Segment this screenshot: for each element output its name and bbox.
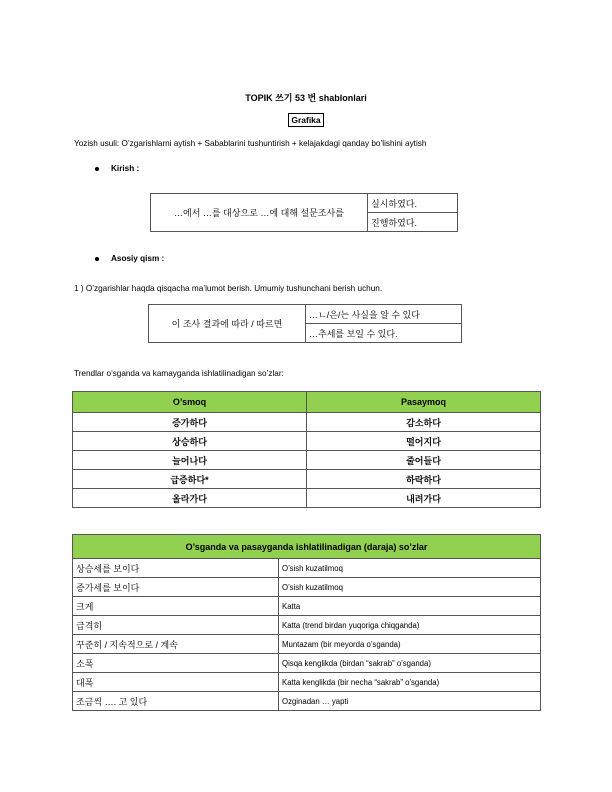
intro-table [150,193,458,232]
trend-cell: 증가하다 [73,413,307,432]
degree-korean: 대폭 [73,673,279,692]
degree-korean: 소폭 [73,654,279,673]
table-row [73,432,541,451]
trend-cell: 올라가다 [73,489,307,508]
degree-korean: 급격히 [73,616,279,635]
intro-template-option: 실시하였다. [368,194,458,213]
degree-uzbek: O’sish kuzatilmoq [279,559,541,578]
table-row [73,413,541,432]
trend-header-rise: O’smoq [73,392,307,413]
method-line: Yozish usuli: O’zgarishlarni aytish + Sabablarini tushuntirish + kelajakdagi qanday bo’lishini aytish [74,139,427,148]
degree-table [72,534,541,711]
table-row [73,578,541,597]
degree-korean: 꾸준히 / 지속적으로 / 계속 [73,635,279,654]
trend-header-fall: Pasaymoq [307,392,541,413]
trend-cell: 줄어들다 [307,451,541,470]
degree-korean: 크게 [73,597,279,616]
table-row [73,635,541,654]
table-row [73,489,541,508]
degree-korean: 증가세를 보이다 [73,578,279,597]
trend-cell: 상승하다 [73,432,307,451]
table-row [73,673,541,692]
degree-uzbek: Ozginadan … yapti [279,692,541,711]
main-template-option: …추세를 보일 수 있다. [306,324,462,343]
trend-cell: 급증하다* [73,470,307,489]
table-row [73,597,541,616]
table-row [73,470,541,489]
main-template-left: 이 조사 결과에 따라 / 따르면 [149,305,306,343]
degree-uzbek: Katta (trend birdan yuqoriga chiqganda) [279,616,541,635]
trend-cell: 떨어지다 [307,432,541,451]
intro-template-left: …에서 …를 대상으로 …에 대해 설문조사를 [151,194,368,232]
degree-uzbek: Katta kenglikda (bir necha “sakrab” o’sganda) [279,673,541,692]
table-row [73,616,541,635]
trend-cell: 늘어나다 [73,451,307,470]
trend-cell: 하락하다 [307,470,541,489]
degree-korean: 조금씩 …. 고 있다 [73,692,279,711]
degree-uzbek: Katta [279,597,541,616]
page-subtitle: Grafika [0,115,612,125]
degree-header: O’sganda va pasayganda ishlatilinadigan (daraja) so’zlar [73,535,541,559]
main-paragraph: 1 ) O’zgarishlar haqda qisqacha ma’lumot berish. Umumiy tushunchani berish uchun. [74,284,383,293]
page-title: TOPIK 쓰기 53 번 shablonlari [245,93,367,103]
table-row [73,559,541,578]
trend-intro: Trendlar o’sganda va kamayganda ishlatilinadigan so’zlar: [74,369,284,378]
trend-cell: 내려가다 [307,489,541,508]
intro-template-option: 진행하였다. [368,213,458,232]
degree-uzbek: O’sish kuzatilmoq [279,578,541,597]
table-row [73,654,541,673]
main-table [148,304,462,343]
bullet-icon [95,167,99,171]
main-template-option: …ㄴ/은/는 사실을 알 수 있다 [306,305,462,324]
intro-heading: Kirish : [95,164,139,173]
degree-korean: 상승세를 보이다 [73,559,279,578]
main-heading: Asosiy qism : [95,254,164,263]
degree-uzbek: Muntazam (bir meyorda o’sganda) [279,635,541,654]
table-row [73,451,541,470]
trend-table [72,391,541,508]
degree-uzbek: Qisqa kenglikda (birdan “sakrab” o’sganda) [279,654,541,673]
table-row [73,692,541,711]
trend-cell: 감소하다 [307,413,541,432]
bullet-icon [95,257,99,261]
